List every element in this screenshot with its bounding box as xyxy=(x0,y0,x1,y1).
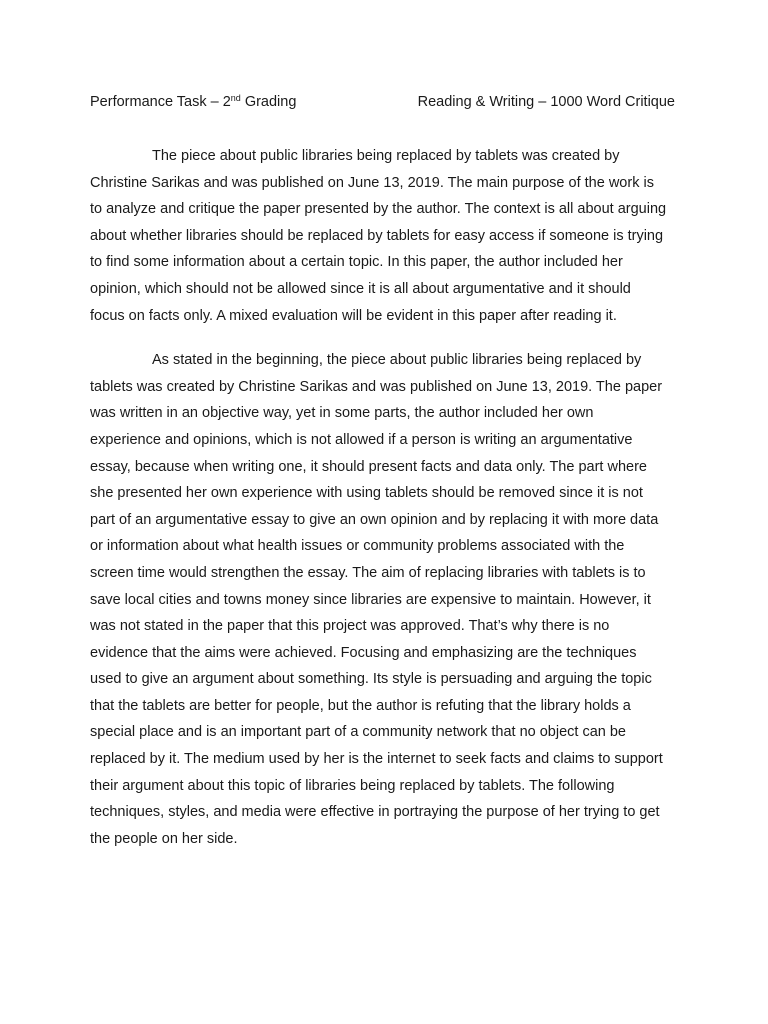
header-task-prefix: Performance Task – 2 xyxy=(90,94,231,110)
paragraph-2: As stated in the beginning, the piece about public libraries being replaced by tablets was created by Christine Sarikas and was published on June 13, 2019. The paper was written in an objective way, yet in some parts, the author included her own experience and opinions, which is not allowed if a person is writing an argumentative essay, because when writing one, it should present facts and data only. The part where she presented her own experience with using tablets should be removed since it is not part of an argumentative essay to give an own opinion and by replacing it with more data or information about what health issues or community problems associated with the screen time would strengthen the essay. The aim of replacing libraries with tablets is to save local cities and towns money since libraries are expensive to maintain. However, it was not stated in the paper that this project was approved. That’s why there is no evidence that the aims were achieved. Focusing and emphasizing are the techniques used to give an argument about something. Its style is persuading and arguing the topic that the tablets are better for people, but the author is refuting that the library holds a special place and is an important part of a community network that no object can be replaced by it. The medium used by her is the internet to seek facts and claims to support their argument about this topic of libraries being replaced by tablets. The following techniques, styles, and media were effective in portraying the purpose of her trying to get the people on her side. xyxy=(90,352,663,847)
document-header xyxy=(90,90,675,114)
paragraph-1: The piece about public libraries being replaced by tablets was created by Christine Sarikas and was published on June 13, 2019. The main purpose of the work is to analyze and critique the paper presented by the author. The context is all about arguing about whether libraries should be replaced by tablets for easy access if someone is trying to find some information about a certain topic. In this paper, the author included her opinion, which should not be allowed since it is all about argumentative and it should focus on facts only. A mixed evaluation will be evident in this paper after reading it. xyxy=(90,148,667,324)
header-ordinal-superscript: nd xyxy=(230,93,241,103)
header-task-title xyxy=(90,90,296,114)
header-subject-title: Reading & Writing – 1000 Word Critique xyxy=(417,94,675,110)
header-task-suffix: Grading xyxy=(240,94,297,110)
document-body xyxy=(90,143,668,852)
document-page xyxy=(90,90,675,847)
